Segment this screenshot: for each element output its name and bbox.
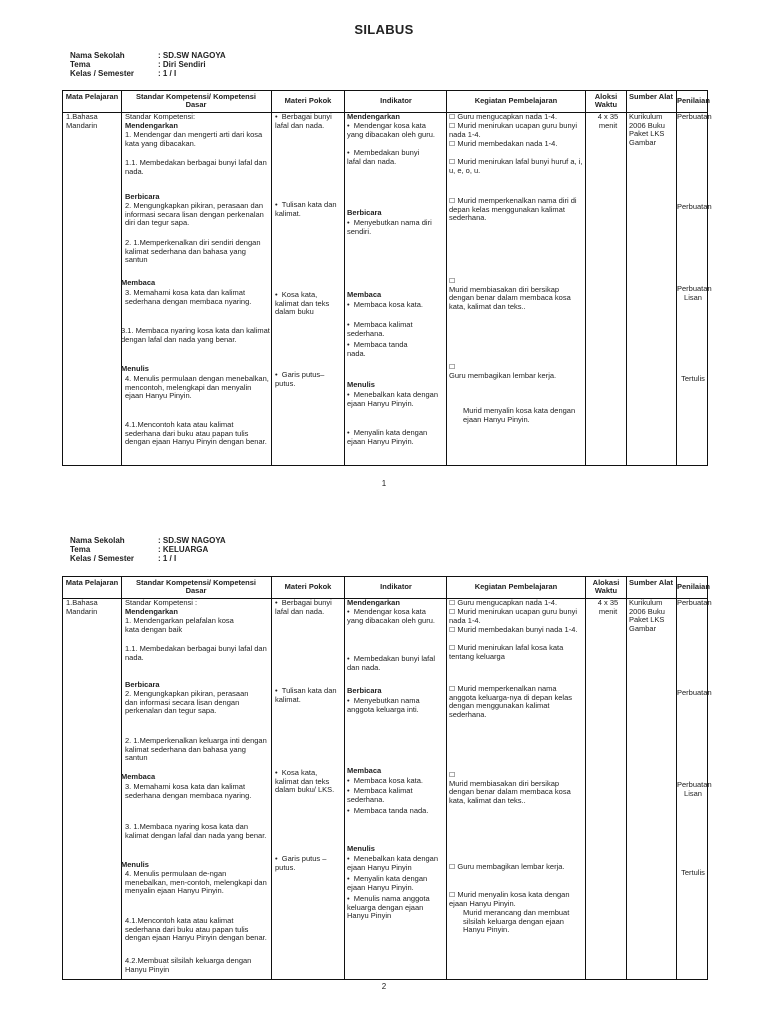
meta-value: : KELUARGA [158, 545, 209, 554]
page-title: SILABUS [354, 22, 414, 37]
section-menulis: Menulis [121, 364, 149, 373]
standard-title: Standar Kompetensi: [125, 112, 196, 121]
assessment-item: Perbuatan Lisan [677, 284, 712, 302]
header-mata: Mata Pelajaran [65, 578, 119, 587]
activity-item: ☐ Guru membagikan lembar kerja. [449, 363, 557, 380]
activity-item: Murid merancang dan membuat silsilah keluarga dengan ejaan Hanyu Pinyin. [463, 908, 570, 935]
header-penilaian: Penilaian [677, 582, 710, 591]
meta-value: : SD.SW NAGOYA [158, 51, 226, 60]
indicator-item: • Membaca kalimat sederhana. [347, 320, 413, 338]
subject-cell: 1.Bahasa Mandarin [66, 112, 98, 130]
section-berbicara: Berbicara [125, 192, 160, 201]
indicator-item: • Membaca tanda nada. [347, 340, 408, 358]
assessment-item: Perbuatan [677, 688, 712, 697]
meta-value: : Diri Sendiri [158, 60, 206, 69]
school-meta [70, 536, 226, 563]
page-number: 1 [381, 479, 387, 488]
syllabus-table [62, 576, 712, 980]
header-sumber: Sumber Alat [629, 578, 673, 587]
activity-item: Murid menyalin kosa kata dengan ejaan Hanyu Pinyin. [463, 406, 576, 424]
assessment-item: Perbuatan [677, 112, 712, 121]
indicator-section: Membaca [347, 766, 382, 775]
standard-title: Standar Kompetensi : [125, 598, 198, 607]
header-indikator: Indikator [380, 582, 412, 591]
meta-value: : 1 / I [158, 69, 177, 78]
competency-item: 2. 1.Memperkenalkan keluarga inti dengan kalimat sederhana dan bahasa yang santun [125, 736, 267, 763]
competency-item: 1.1. Membedakan berbagai bunyi lafal dan nada. [125, 644, 267, 662]
activity-item: ☐ Murid membiasakan diri bersikap dengan benar dalam membaca kosa kata, kalimat dan teks.. [449, 771, 571, 805]
assessment-item: Tertulis [681, 374, 705, 383]
activity-item: ☐ Guru mengucapkan nada 1-4. [449, 598, 558, 607]
syllabus-table [62, 90, 712, 466]
activity-item: ☐ Murid membiasakan diri bersikap dengan benar dalam membaca kosa kata, kalimat dan teks.. [449, 277, 571, 311]
competency-item: 3.1. Membaca nyaring kosa kata dan kalimat dengan lafal dan nada yang benar. [121, 326, 270, 344]
assessment-item: Perbuatan [677, 598, 712, 607]
material-item: • Garis putus – putus. [275, 854, 327, 872]
indicator-section: Membaca [347, 290, 382, 299]
material-item: • Garis putus–putus. [275, 370, 325, 388]
sources: Kurikulum 2006 Buku Paket LKS Gambar [629, 598, 665, 633]
assessment-item: Perbuatan [677, 202, 712, 211]
indicator-item: • Menebalkan kata dengan ejaan Hanyu Pinyin [347, 854, 439, 872]
material-item: • Berbagai bunyi lafal dan nada. [275, 598, 332, 616]
competency-item: 2. 1.Memperkenalkan diri sendiri dengan kalimat sederhana dan bahasa yang santun [125, 238, 261, 265]
header-alokasi: Aloksi Waktu [594, 92, 618, 109]
header-indikator: Indikator [380, 96, 412, 105]
time-allocation: 4 x 35 menit [597, 112, 619, 130]
material-item: • Tulisan kata dan kalimat. [275, 200, 337, 218]
meta-label: Tema [70, 60, 91, 69]
activity-item: ☐ Guru membagikan lembar kerja. [449, 862, 565, 871]
section-menulis: Menulis [121, 860, 149, 869]
header-sumber: Sumber Alat [629, 92, 673, 101]
meta-value: : SD.SW NAGOYA [158, 536, 226, 545]
indicator-item: • Membedakan bunyi lafal dan nada. [347, 654, 436, 672]
activity-item: ☐ Murid membedakan nada 1-4. [449, 139, 558, 148]
standard-item: 2. Mengungkapkan pikiran, perasaan dan informasi secara lisan dengan perkenalan diri dan tegur sapa. [125, 201, 264, 228]
header-mata: Mata Pelajaran [65, 92, 119, 101]
page-number: 2 [381, 982, 387, 991]
standard-item: 3. Memahami kosa kata dan kalimat sederhana dengan membaca nyaring. [125, 288, 252, 306]
subject-cell: 1.Bahasa Mandarin [66, 598, 98, 616]
meta-label: Kelas / Semester [70, 69, 135, 78]
competency-item: 3. 1.Membaca nyaring kosa kata dan kalimat dengan lafal dan nada yang benar. [125, 822, 267, 840]
activity-item: ☐ Guru mengucapkan nada 1-4. [449, 112, 558, 121]
competency-item: 4.2.Membuat silsilah keluarga dengan Hanyu Pinyin [125, 956, 252, 974]
material-item: • Berbagai bunyi lafal dan nada. [275, 112, 332, 130]
activity-item: ☐ Murid memperkenalkan nama anggota keluarga-nya di depan kelas dengan menggunakan kalimat sederhana. [449, 684, 573, 719]
header-kegiatan: Kegiatan Pembelajaran [474, 96, 558, 105]
indicator-section: Berbicara [347, 686, 382, 695]
standard-item: 3. Memahami kosa kata dan kalimat sederhana dengan membaca nyaring. [125, 782, 252, 800]
activity-item: ☐ Murid membedakan bunyi nada 1-4. [449, 625, 578, 634]
activity-item: ☐ Murid menirukan lafal kosa kata tentang keluarga [449, 643, 564, 661]
activity-item: ☐ Murid menyalin kosa kata dengan ejaan Hanyu Pinyin. [449, 890, 570, 908]
standard-item: 1. Mendengar dan mengerti arti dari kosa kata yang dibacakan. [125, 130, 263, 148]
section-mendengarkan: Mendengarkan [125, 121, 178, 130]
header-standar: Standar Kompetensi/ Kompetensi Dasar [135, 92, 257, 109]
competency-item: 4.1.Mencontoh kata atau kalimat sederhana dari buku atau papan tulis dengan ejaan Hanyu Pinyin dengan benar. [125, 916, 267, 943]
meta-label: Nama Sekolah [70, 536, 125, 545]
indicator-item: • Menebalkan kata dengan ejaan Hanyu Pinyin. [347, 390, 439, 408]
indicator-item: • Menyalin kata dengan ejaan Hanyu Pinyin. [347, 874, 428, 892]
indicator-section: Berbicara [347, 208, 382, 217]
competency-item: 4.1.Mencontoh kata atau kalimat sederhana dari buku atau papan tulis dengan ejaan Hanyu Pinyin dengan benar. [125, 420, 267, 447]
standard-item: 2. Mengungkapkan pikiran, perasaan dan informasi secara lisan dengan perkenalan dan tegur sapa. [125, 689, 249, 716]
activity-item: ☐ Murid menirukan lafal bunyi huruf a, i, u, e, o, u. [449, 157, 583, 175]
header-materi: Materi Pokok [284, 582, 332, 591]
material-item: • Kosa kata, kalimat dan teks dalam buku/ LKS. [275, 768, 335, 795]
activity-item: ☐ Murid menirukan ucapan guru bunyi nada 1-4. [449, 121, 578, 139]
indicator-item: • Membaca kalimat sederhana. [347, 786, 413, 804]
indicator-item: • Menyebutkan nama anggota keluarga inti. [347, 696, 420, 714]
time-allocation: 4 x 35 menit [597, 598, 619, 616]
header-standar: Standar Kompetensi/ Kompetensi Dasar [135, 578, 257, 595]
header-penilaian: Penilaian [677, 96, 710, 105]
indicator-item: • Membaca kosa kata. [347, 300, 423, 309]
indicator-section: Mendengarkan [347, 112, 400, 121]
section-membaca: Membaca [121, 278, 156, 287]
meta-label: Nama Sekolah [70, 51, 125, 60]
meta-label: Kelas / Semester [70, 554, 135, 563]
assessment-item: Perbuatan Lisan [677, 780, 712, 798]
header-alokasi: Alokasi Waktu [592, 578, 620, 595]
indicator-item: • Mendengar kosa kata yang dibacakan oleh guru. [347, 607, 435, 625]
indicator-item: • Membaca kosa kata. [347, 776, 423, 785]
assessment-item: Tertulis [681, 868, 705, 877]
material-item: • Kosa kata, kalimat dan teks dalam buku [275, 290, 330, 317]
activity-item: ☐ Murid menirukan ucapan guru bunyi nada 1-4. [449, 607, 578, 625]
meta-label: Tema [70, 545, 91, 554]
indicator-item: • Menyebutkan nama diri sendiri. [347, 218, 432, 236]
syllabus-page-2 [0, 512, 768, 1024]
section-membaca: Membaca [121, 772, 156, 781]
sources: Kurikulum 2006 Buku Paket LKS Gambar [629, 112, 665, 147]
activity-item: ☐ Murid memperkenalkan nama diri di depan kelas menggunakan kalimat sederhana. [449, 196, 577, 223]
indicator-section: Menulis [347, 844, 375, 853]
material-item: • Tulisan kata dan kalimat. [275, 686, 337, 704]
indicator-section: Mendengarkan [347, 598, 400, 607]
indicator-item: • Membaca tanda nada. [347, 806, 429, 815]
section-mendengarkan: Mendengarkan [125, 607, 178, 616]
standard-item: 1. Mendengarkan pelafalan kosa kata dengan baik [125, 616, 234, 634]
meta-value: : 1 / I [158, 554, 177, 563]
header-materi: Materi Pokok [284, 96, 332, 105]
indicator-item: • Menyalin kata dengan ejaan Hanyu Pinyin. [347, 428, 428, 446]
school-meta [70, 51, 226, 78]
indicator-item: • Mendengar kosa kata yang dibacakan oleh guru. [347, 121, 435, 139]
section-berbicara: Berbicara [125, 680, 160, 689]
indicator-item: • Menulis nama anggota keluarga dengan ejaan Hanyu Pinyin [347, 894, 430, 921]
header-kegiatan: Kegiatan Pembelajaran [474, 582, 558, 591]
indicator-section: Menulis [347, 380, 375, 389]
competency-item: 1.1. Membedakan berbagai bunyi lafal dan nada. [125, 158, 267, 176]
standard-item: 4. Menulis permulaan dengan menebalkan, mencontoh, melengkapi dan menyalin ejaan Hanyu Pinyin. [125, 374, 269, 401]
standard-item: 4. Menulis permulaan de-ngan menebalkan, men-contoh, melengkapi dan menyalin ejaan Hanyu Pinyin. [125, 869, 267, 896]
indicator-item: • Membedakan bunyi lafal dan nada. [347, 148, 420, 166]
